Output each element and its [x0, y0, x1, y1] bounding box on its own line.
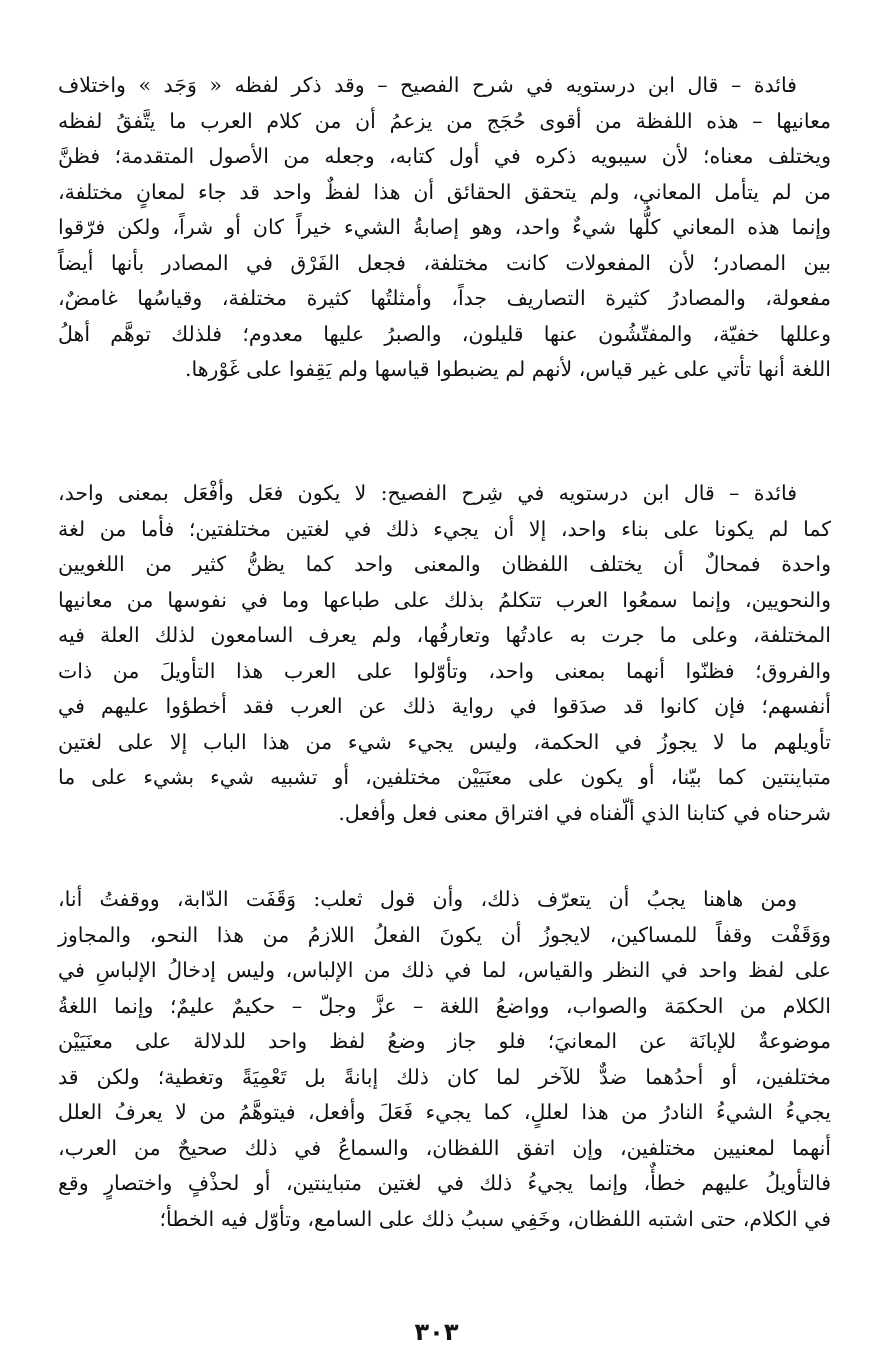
text-line: بين المصادر؛ لأن المفعولات كانت مختلفة، فجعل الفَرْق في المصادر بأنها أيضاً: [58, 250, 831, 275]
text-line: أنهما لمعنيين مختلفين، وإن اتفق اللفظان، والسماعُ في ذلك صحيحٌ من العرب،: [58, 1135, 831, 1160]
paragraph-2: [58, 476, 831, 831]
text-line: كما لم يكونا على بناء واحد، إلا أن يجيء ذلك في لغتين مختلفتين؛ فأما من لغة: [58, 516, 831, 541]
text-line: تأويلهم ما لا يجوزُ في الحكمة، وليس يجيء شيء من هذا الباب إلا على لغتين: [58, 729, 831, 754]
text-line: من لم يتأمل المعاني، ولم يتحقق الحقائق أن هذا لفظٌ واحد قد جاء لمعانٍ مختلفة،: [58, 179, 831, 204]
text-line: الكلام من الحكمَة والصواب، وواضعُ اللغة – عزَّ وجلّ – حكيمٌ عليمٌ؛ وإنما اللغةُ: [58, 993, 831, 1018]
paragraph-text: [58, 882, 831, 1237]
text-line: ويختلف معناه؛ لأن سيبويه ذكره في أول كتابه، وجعله من الأصول المتقدمة؛ فظنَّ: [58, 144, 831, 168]
text-line: موضوعةٌ للإبانَة عن المعانيَ؛ فلو جاز وضعُ لفظ واحد للدلالة على معنَيَيْن: [58, 1029, 831, 1053]
text-line: أنفسهم؛ فإن كانوا قد صدَقوا في رواية ذلك عن العرب فقد أخطؤوا عليهم في: [58, 694, 831, 718]
text-line: والنحويين، وإنما سمعُوا العرب تتكلمُ بذلك على طباعها وما في نفوسها من معانيها: [58, 587, 831, 612]
text-line: فائدة – قال ابن درستويه في شِرح الفصيح: لا يكون فعَل وأفْعَل بمعنى واحد،: [58, 481, 797, 505]
paragraph-3: [58, 882, 831, 1237]
text-line: فائدة – قال ابن درستويه في شرح الفصيح – وقد ذكر لفظه « وَجَد » واختلاف: [58, 73, 797, 97]
text-line: مختلفين، أو أحدُهما ضدٌّ للآخر لما كان ذلك إبانةً بل تَعْمِيَةً وتغطية؛ ولكن قد: [58, 1064, 831, 1089]
text-line: المختلفة، وعلى ما جرت به عادتُها وتعارفُها، ولم يعرف السامعون لذلك العلة فيه: [58, 623, 831, 647]
text-line: واحدة فمحالٌ أن يختلف اللفظان والمعنى واحد كما يظنُّ كثير من اللغويين: [58, 552, 831, 576]
text-line: وعللها خفيّة، والمفتّشُون عنها قليلون، والصبرُ عليها معدوم؛ فلذلك توهَّم أهلُ: [58, 321, 831, 346]
text-line: متباينتين كما بيّنا، أو يكون على معنَيَيْن مختلفين، أو تشبيه شيء بشيء على ما: [58, 765, 831, 789]
text-line: في الكلام، حتى اشتبه اللفظان، وخَفِي سببُ ذلك على السامع، وتأوّل فيه الخطأ؛: [159, 1206, 831, 1231]
paragraph-text: [58, 68, 831, 388]
paragraph-text: [58, 476, 831, 831]
paragraph-1: [58, 68, 831, 388]
page-number: ٣٠٣: [414, 1318, 459, 1346]
text-line: والفروق؛ فظنّوا أنهما بمعنى واحد، وتأوّلوا على العرب هذا التأويلَ من ذات: [58, 658, 831, 683]
text-line: معانيها – هذه اللفظة من أقوى حُجَج من يزعمُ أن من كلام العرب ما يتَّفقُ لفظه: [58, 108, 831, 133]
text-line: ومن هاهنا يجبُ أن يتعرّف ذلك، وأن قول ثعلب: وَقَفَت الدّابة، ووقفتُ أنا،: [58, 887, 797, 911]
text-line: وإنما هذه المعاني كلُّها شيءٌ واحد، وهو إصابةُ الشيء خيراً كان أو شراً، ولكن فرّقوا: [58, 215, 831, 239]
text-line: على لفظ واحد في النظر والقياس، لما في ذلك من الإلباس، وليس إدخالُ الإلباسِ في: [58, 958, 831, 982]
text-line: فالتأويلُ عليهم خطأٌ، وإنما يجيءُ ذلك في لغتين متباينتين، أو لحذْفٍ واختصارٍ وقع: [58, 1171, 831, 1195]
text-line: ووَقَفْت وقفاً للمساكين، لايجوزُ أن يكونَ الفعلُ اللازمُ من هذا النحو، والمجاوز: [58, 922, 831, 947]
text-line: شرحناه في كتابنا الذي ألّفناه في افتراق معنى فعل وأفعل.: [338, 800, 831, 825]
text-line: مفعولة، والمصادرُ كثيرة التصاريف جداً، وأمثلتُها كثيرة مختلفة، وقياسُها غامضٌ،: [58, 286, 831, 310]
text-line: اللغة أنها تأتي على غير قياس، لأنهم لم يضبطوا قياسها ولم يَقِفوا على غَوْرها.: [184, 357, 831, 381]
text-line: يجيءُ الشيءُ النادرُ من هذا لعللٍ، كما يجيء فَعَلَ وأفعل، فيتوهَّمُ من لا يعرفُ العلل: [58, 1100, 831, 1124]
